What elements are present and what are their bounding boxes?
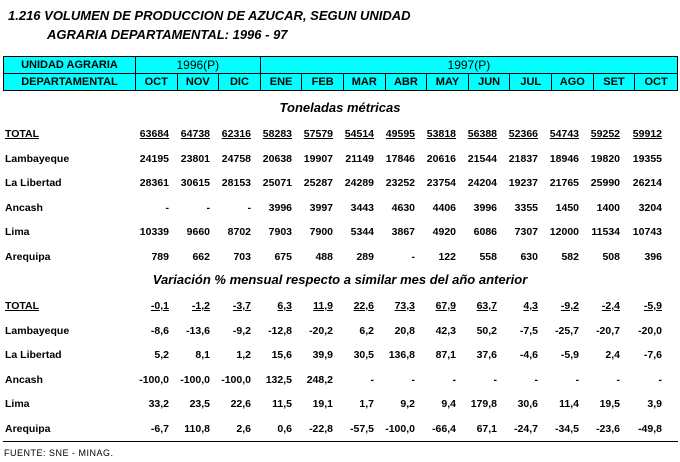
- table-cell: 19,1: [312, 398, 333, 410]
- table-cell: 1450: [555, 201, 579, 214]
- table-cell: 20638: [262, 152, 292, 165]
- table-cell: -34,5: [555, 422, 579, 435]
- table-cell: -8,6: [150, 324, 169, 337]
- table-cell: 136,8: [388, 349, 415, 361]
- table-title-line1: 1.216 VOLUMEN DE PRODUCCION DE AZUCAR, SEGUN UNIDAD: [8, 8, 411, 23]
- table-cell: 132,5: [265, 373, 292, 386]
- table-cell: -20,0: [638, 324, 662, 337]
- table-cell: 63684: [139, 128, 169, 140]
- table-cell: 15,6: [271, 349, 292, 361]
- table-cell: -100,0: [221, 373, 251, 386]
- table-cell: 59252: [590, 128, 620, 140]
- table-cell: 11534: [591, 226, 620, 238]
- table-cell: -7,5: [519, 324, 538, 337]
- table-cell: 21149: [345, 152, 374, 165]
- table-cell: 4,3: [523, 300, 538, 312]
- table-cell: 23,5: [189, 398, 210, 410]
- table-cell: 179,8: [470, 398, 497, 410]
- table-title-line2: AGRARIA DEPARTAMENTAL: 1996 - 97: [47, 27, 288, 42]
- table-row: [3, 149, 678, 169]
- table-cell: 2,6: [236, 422, 251, 435]
- row-label: TOTAL: [5, 300, 40, 312]
- table-cell: 30,5: [353, 349, 374, 361]
- table-cell: 64738: [180, 128, 210, 140]
- table-cell: -: [206, 201, 210, 214]
- table-cell: -3,7: [232, 300, 251, 312]
- table-cell: 3,9: [647, 398, 662, 410]
- table-cell: 56388: [467, 128, 497, 140]
- table-cell: 57579: [303, 128, 333, 140]
- table-cell: 9660: [186, 226, 210, 238]
- table-cell: -66,4: [432, 422, 456, 435]
- table-cell: -: [575, 373, 579, 386]
- table-cell: 67,9: [435, 300, 456, 312]
- table-cell: -: [411, 250, 415, 263]
- table-cell: -0,1: [150, 300, 169, 312]
- table-cell: 12000: [549, 226, 579, 238]
- table-cell: -9,2: [560, 300, 579, 312]
- section-heading-variation: Variación % mensual respecto a similar mes del año anterior: [152, 272, 528, 287]
- table-cell: 39,9: [312, 349, 333, 361]
- row-label: Ancash: [5, 201, 43, 214]
- month-header: ENE: [260, 74, 302, 91]
- table-cell: 22,6: [230, 398, 251, 410]
- month-header: OCT: [635, 74, 678, 91]
- table-cell: 3996: [473, 201, 497, 214]
- table-cell: -24,7: [514, 422, 538, 435]
- table-cell: 87,1: [435, 349, 456, 361]
- table-cell: 21837: [508, 152, 538, 165]
- table-cell: 30,6: [517, 398, 538, 410]
- table-cell: 19,5: [599, 398, 620, 410]
- row-label: TOTAL: [5, 128, 40, 140]
- table-cell: -: [411, 373, 415, 386]
- month-header: MAR: [343, 74, 385, 91]
- table-cell: 28361: [139, 177, 169, 189]
- table-row: [3, 173, 678, 193]
- table-cell: -9,2: [232, 324, 251, 337]
- month-header: ABR: [385, 74, 427, 91]
- section-heading-tonnes: Toneladas métricas: [279, 100, 401, 115]
- table-cell: 4920: [432, 226, 456, 238]
- month-header: SET: [593, 74, 635, 91]
- table-cell: 122: [438, 250, 456, 263]
- table-cell: 3867: [391, 226, 415, 238]
- table-cell: 54514: [344, 128, 374, 140]
- table-cell: 49595: [385, 128, 415, 140]
- table-cell: 63,7: [476, 300, 497, 312]
- table-cell: -5,9: [643, 300, 662, 312]
- month-header: DIC: [219, 74, 261, 91]
- table-cell: -25,7: [555, 324, 579, 337]
- table-row: [3, 198, 678, 218]
- table-row: [3, 296, 678, 316]
- table-cell: 58283: [262, 128, 292, 140]
- table-cell: -: [452, 373, 456, 386]
- row-label: Lambayeque: [5, 152, 70, 165]
- table-cell: 5344: [350, 226, 374, 238]
- unit-header-line2: DEPARTAMENTAL: [4, 74, 136, 91]
- table-row: [3, 222, 678, 242]
- table-cell: -49,8: [638, 422, 662, 435]
- table-cell: 24204: [467, 177, 497, 189]
- table-row: [3, 124, 678, 144]
- table-cell: 396: [644, 250, 662, 263]
- table-cell: 25071: [262, 177, 292, 189]
- row-label: Lima: [5, 226, 30, 238]
- year-1996-header: 1996(P): [135, 57, 260, 74]
- table-cell: 50,2: [476, 324, 497, 337]
- table-cell: 0,6: [277, 422, 292, 435]
- table-cell: 62316: [221, 128, 251, 140]
- table-cell: 7900: [309, 226, 333, 238]
- table-cell: 18946: [549, 152, 579, 165]
- table-cell: -13,6: [186, 324, 210, 337]
- table-cell: -7,6: [643, 349, 662, 361]
- row-label: Arequipa: [5, 422, 51, 435]
- table-cell: 10339: [139, 226, 169, 238]
- table-cell: 3443: [350, 201, 374, 214]
- table-cell: 3204: [638, 201, 662, 214]
- table-cell: 26214: [632, 177, 662, 189]
- table-cell: 73,3: [394, 300, 415, 312]
- table-cell: 582: [561, 250, 579, 263]
- table-cell: 3996: [268, 201, 292, 214]
- table-cell: 52366: [508, 128, 538, 140]
- table-cell: 110,8: [184, 422, 210, 435]
- row-label: La Libertad: [5, 177, 62, 189]
- table-cell: 20616: [426, 152, 456, 165]
- table-cell: 42,3: [435, 324, 456, 337]
- table-cell: 67,1: [476, 422, 497, 435]
- table-cell: 11,5: [272, 398, 292, 410]
- table-cell: 662: [192, 250, 210, 263]
- table-cell: 7903: [268, 226, 292, 238]
- table-cell: 3997: [309, 201, 333, 214]
- table-cell: -12,8: [268, 324, 292, 337]
- year-1997-header: 1997(P): [260, 57, 677, 74]
- table-cell: 6086: [473, 226, 497, 238]
- table-cell: 21765: [549, 177, 579, 189]
- table-cell: -: [534, 373, 538, 386]
- table-cell: 20,8: [394, 324, 415, 337]
- table-cell: 8,1: [195, 349, 210, 361]
- table-cell: 248,2: [306, 373, 333, 386]
- table-row: [3, 345, 678, 365]
- month-header: JUL: [510, 74, 552, 91]
- table-cell: 7307: [514, 226, 538, 238]
- row-label: Arequipa: [5, 250, 51, 263]
- table-cell: 703: [233, 250, 251, 263]
- table-cell: -20,2: [309, 324, 333, 337]
- table-cell: 59912: [632, 128, 662, 140]
- header-table: [3, 56, 678, 91]
- table-cell: -57,5: [350, 422, 374, 435]
- row-label: Ancash: [5, 373, 43, 386]
- table-cell: 23801: [180, 152, 210, 165]
- table-cell: -100,0: [139, 373, 169, 386]
- table-cell: 11,4: [559, 398, 579, 410]
- table-cell: 4406: [432, 201, 456, 214]
- table-cell: 19237: [508, 177, 538, 189]
- table-cell: 19355: [632, 152, 662, 165]
- table-cell: 2,4: [605, 349, 620, 361]
- month-header: JUN: [468, 74, 510, 91]
- table-cell: 11,9: [313, 300, 333, 312]
- table-cell: 23754: [426, 177, 456, 189]
- row-label: Lima: [5, 398, 30, 410]
- table-cell: 4630: [391, 201, 415, 214]
- bottom-rule: [3, 441, 678, 442]
- table-cell: -: [370, 373, 374, 386]
- table-row: [3, 419, 678, 439]
- table-cell: 37,6: [476, 349, 497, 361]
- table-cell: -1,2: [191, 300, 210, 312]
- unit-header-line1: UNIDAD AGRARIA: [4, 57, 136, 74]
- table-cell: -6,7: [150, 422, 169, 435]
- table-row: [3, 247, 678, 267]
- table-cell: 22,6: [353, 300, 374, 312]
- row-label: Lambayeque: [5, 324, 70, 337]
- table-cell: 630: [520, 250, 538, 263]
- table-cell: 19820: [590, 152, 620, 165]
- table-cell: -: [616, 373, 620, 386]
- table-cell: 488: [315, 250, 333, 263]
- table-cell: 1,2: [236, 349, 251, 361]
- table-cell: -22,8: [309, 422, 333, 435]
- table-cell: 675: [274, 250, 292, 263]
- table-cell: -23,6: [596, 422, 620, 435]
- month-header: OCT: [135, 74, 177, 91]
- table-cell: 1400: [596, 201, 620, 214]
- table-cell: 508: [602, 250, 620, 263]
- month-header: FEB: [302, 74, 344, 91]
- table-cell: 5,2: [154, 349, 169, 361]
- table-cell: 19907: [303, 152, 333, 165]
- table-cell: 53818: [426, 128, 456, 140]
- table-cell: 24195: [139, 152, 169, 165]
- table-row: [3, 370, 678, 390]
- table-cell: 25287: [303, 177, 333, 189]
- table-row: [3, 321, 678, 341]
- table-cell: 1,7: [359, 398, 374, 410]
- month-header: MAY: [427, 74, 469, 91]
- table-cell: -20,7: [596, 324, 620, 337]
- table-cell: 9,4: [441, 398, 456, 410]
- month-header: AGO: [552, 74, 594, 91]
- row-label: La Libertad: [5, 349, 62, 361]
- table-cell: 9,2: [400, 398, 415, 410]
- table-cell: 6,3: [277, 300, 292, 312]
- table-cell: -100,0: [180, 373, 210, 386]
- table-cell: 54743: [549, 128, 579, 140]
- table-cell: 28153: [221, 177, 251, 189]
- table-cell: 25990: [590, 177, 620, 189]
- table-cell: 30615: [180, 177, 210, 189]
- table-cell: 23252: [385, 177, 415, 189]
- table-row: [3, 394, 678, 414]
- table-cell: 289: [356, 250, 374, 263]
- table-cell: -5,9: [560, 349, 579, 361]
- table-cell: -2,4: [601, 300, 620, 312]
- table-cell: 10743: [632, 226, 662, 238]
- table-cell: 558: [479, 250, 497, 263]
- table-cell: 24289: [344, 177, 374, 189]
- table-cell: 21544: [467, 152, 497, 165]
- table-cell: -: [165, 201, 169, 214]
- source-note: FUENTE: SNE - MINAG.: [4, 448, 114, 458]
- month-header: NOV: [177, 74, 219, 91]
- table-cell: 17846: [385, 152, 415, 165]
- table-cell: 8702: [227, 226, 251, 238]
- table-cell: -4,6: [519, 349, 538, 361]
- table-cell: -: [493, 373, 497, 386]
- table-cell: -: [247, 201, 251, 214]
- table-cell: 33,2: [148, 398, 169, 410]
- table-cell: 24758: [221, 152, 251, 165]
- table-cell: -100,0: [385, 422, 415, 435]
- table-cell: 6,2: [359, 324, 374, 337]
- table-cell: 789: [151, 250, 169, 263]
- table-cell: 3355: [514, 201, 538, 214]
- table-cell: -: [658, 373, 662, 386]
